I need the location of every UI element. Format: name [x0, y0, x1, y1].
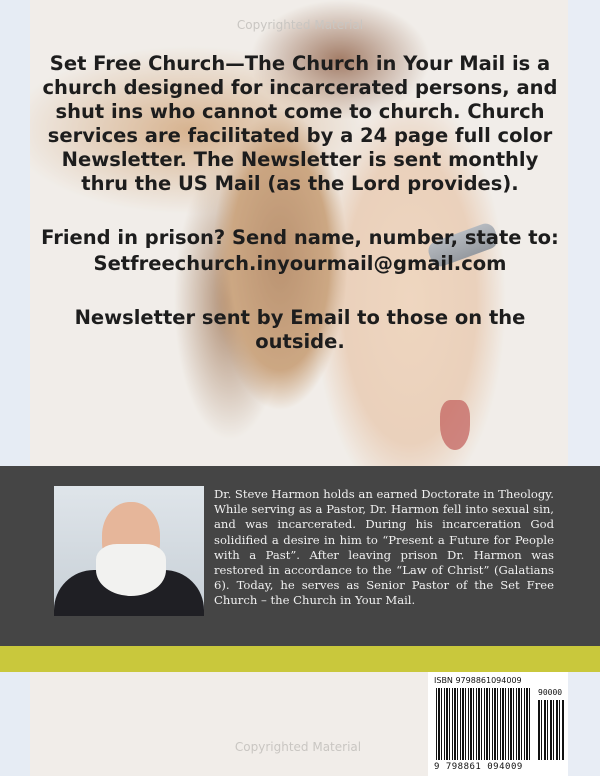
isbn-label: ISBN 9798861094009	[434, 676, 522, 685]
isbn-barcode	[428, 672, 568, 776]
barcode-bars	[436, 688, 532, 760]
blurb-paragraph-prison: Friend in prison? Send name, number, state to:	[41, 226, 559, 249]
barcode-number: 9 798861 094009	[434, 762, 523, 772]
contact-email: Setfreechurch.inyourmail@gmail.com	[93, 252, 507, 275]
author-bio: Dr. Steve Harmon holds an earned Doctorate in Theology. While serving as a Pastor, Dr. Harmon fell into sexual sin, and was incarcerated. During his incarceration God solidified a desire in him to “Present a Future for People with a Past”. After leaving prison Dr. Harmon was restored in accordance to the “Law of Christ” (Galatians 6). Today, he serves as Senior Pastor of the Set Free Church – the Church in Your Mail.	[214, 487, 554, 608]
blood-illustration	[440, 400, 470, 450]
author-photo	[54, 486, 204, 616]
accent-band	[0, 646, 600, 672]
cover-blurb	[40, 52, 560, 354]
watermark-bottom: Copyrighted Material	[234, 740, 362, 754]
blurb-paragraph-church: Set Free Church—The Church in Your Mail is a church designed for incarcerated persons, and shut ins who cannot come to church. Church services are facilitated by a 24 page full color Newsletter. The Newsletter is sent monthly thru the US Mail (as the Lord provides).	[42, 52, 558, 195]
author-photo-beard	[96, 544, 166, 596]
blurb-paragraph-email: Newsletter sent by Email to those on the outside.	[74, 306, 526, 353]
watermark-top: Copyrighted Material	[236, 18, 364, 32]
price-barcode-bars	[538, 700, 564, 760]
price-code: 90000	[538, 688, 563, 697]
